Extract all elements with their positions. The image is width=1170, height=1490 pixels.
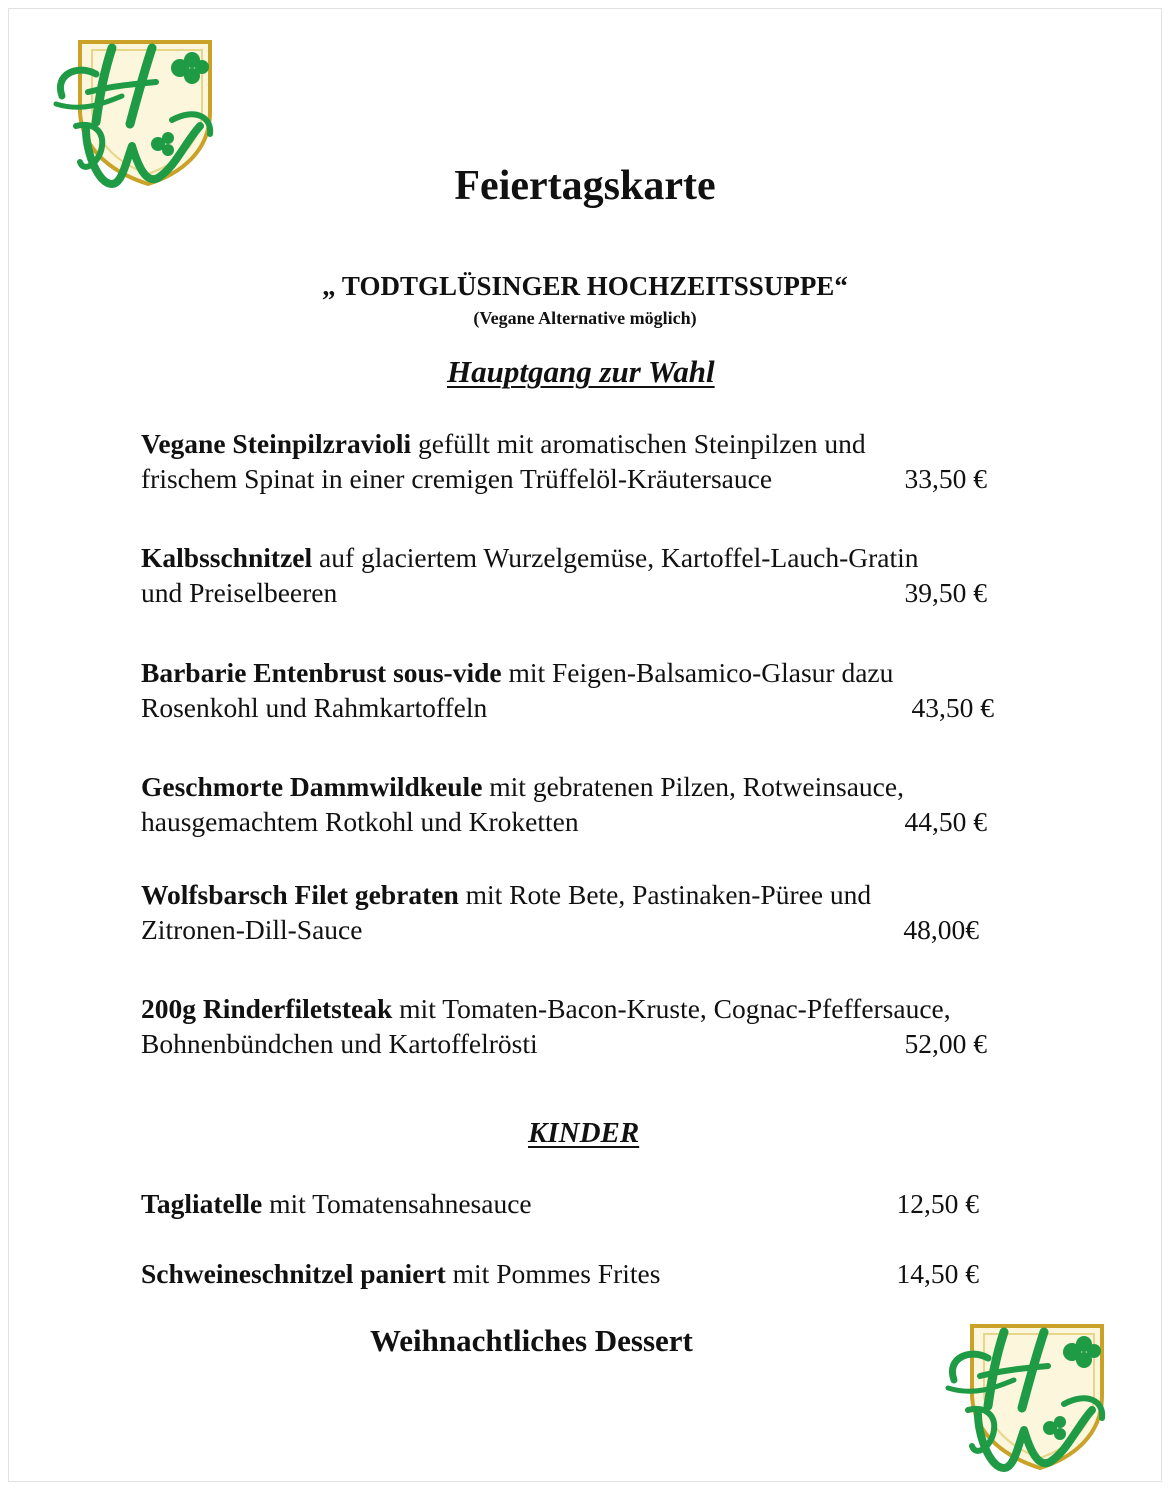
kids-item-name: Tagliatelle [141, 1188, 263, 1219]
dish-price: 39,50 € [904, 577, 987, 608]
dish-name: Kalbsschnitzel [141, 542, 313, 573]
dish-description-line2: Zitronen-Dill-Sauce [141, 914, 363, 945]
dish-description-line2: frischem Spinat in einer cremigen Trüffelöl-Kräutersauce [141, 463, 773, 494]
dish-item [141, 655, 1021, 725]
kids-item-name: Schweineschnitzel paniert [141, 1258, 446, 1289]
dish-item [141, 769, 1021, 839]
dish-description: auf glaciertem Wurzelgemüse, Kartoffel-Lauch-Gratin [312, 542, 919, 573]
kids-item-price: 14,50 € [896, 1258, 979, 1289]
dish-description-line2: und Preiselbeeren [141, 577, 338, 608]
dish-item [141, 426, 1021, 496]
dish-price: 33,50 € [904, 463, 987, 494]
dish-name: Vegane Steinpilzravioli [141, 428, 412, 459]
dish-description: gefüllt mit aromatischen Steinpilzen und [411, 428, 866, 459]
dish-item [141, 877, 1021, 947]
logo-bottom [944, 1318, 1114, 1474]
kids-item [141, 1256, 660, 1291]
dish-description: mit Rote Bete, Pastinaken-Püree und [458, 879, 872, 910]
dish-name: Geschmorte Dammwildkeule [141, 771, 483, 802]
dish-description: mit Tomaten-Bacon-Kruste, Cognac-Pfeffersauce, [392, 993, 951, 1024]
dish-price: 43,50 € [911, 692, 994, 723]
dish-description-line2: Rosenkohl und Rahmkartoffeln [141, 692, 488, 723]
kids-item [141, 1186, 532, 1221]
dish-item [141, 540, 1021, 610]
dish-description: mit Feigen-Balsamico-Glasur dazu [501, 657, 894, 688]
dish-price: 48,00€ [903, 914, 979, 945]
dish-item [141, 991, 1021, 1061]
dish-description: mit gebratenen Pilzen, Rotweinsauce, [482, 771, 904, 802]
dish-name: Barbarie Entenbrust sous-vide [141, 657, 502, 688]
dish-description-line2: hausgemachtem Rotkohl und Kroketten [141, 806, 579, 837]
page-title: Feiertagskarte [454, 163, 716, 209]
main-course-heading: Hauptgang zur Wahl [447, 354, 715, 389]
soup-title: „ TODTGLÜSINGER HOCHZEITSSUPPE“ [322, 271, 848, 301]
dish-price: 52,00 € [904, 1028, 987, 1059]
dish-description-line2: Bohnenbündchen und Kartoffelrösti [141, 1028, 538, 1059]
kids-item-description: mit Pommes Frites [445, 1258, 661, 1289]
dessert-heading: Weihnachtliches Dessert [370, 1323, 693, 1358]
dish-price: 44,50 € [904, 806, 987, 837]
dish-name: Wolfsbarsch Filet gebraten [141, 879, 459, 910]
hw-monogram-crest-icon [944, 1318, 1114, 1474]
kids-item-price: 12,50 € [896, 1188, 979, 1219]
dish-name: 200g Rinderfiletsteak [141, 993, 393, 1024]
kids-item-description: mit Tomatensahnesauce [262, 1188, 532, 1219]
kids-heading: KINDER [528, 1117, 640, 1149]
soup-note: (Vegane Alternative möglich) [473, 308, 697, 328]
